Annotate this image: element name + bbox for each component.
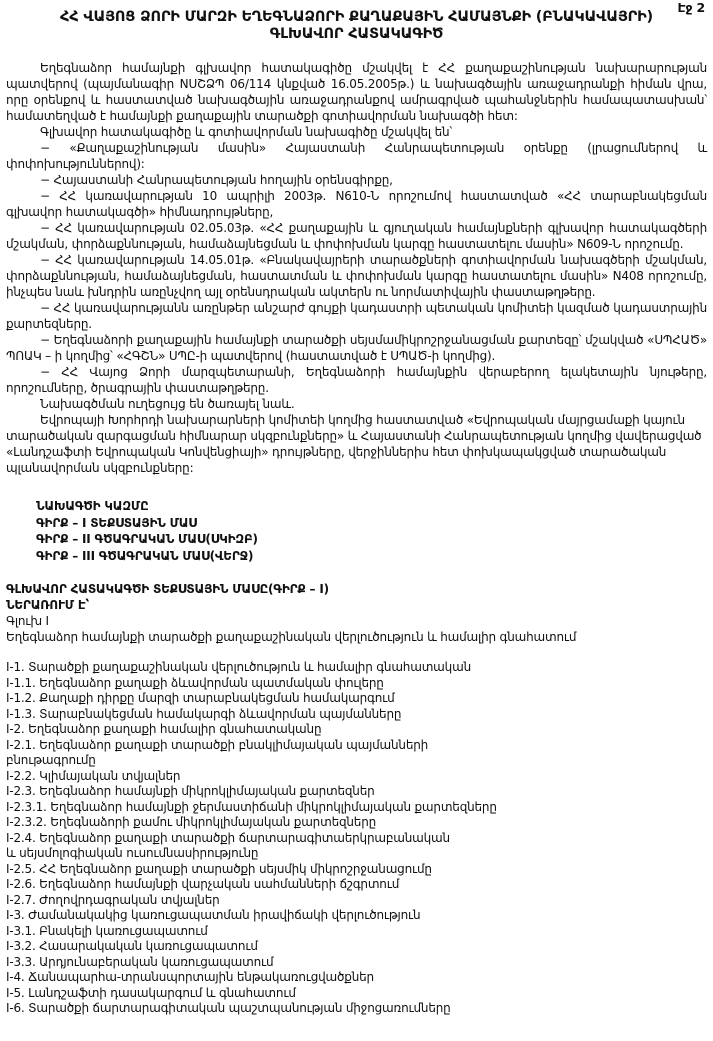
source-bullet: − ՀՀ Վայոց Ձորի մարզպետարանի, Եղեգնաձորի համայնքին վերաբերող ելակետային նյութերը, որոշումները, ծրագրային փաստաթղթերը. <box>6 365 707 395</box>
source-bullet: − Եղեգնաձորի քաղաքային համայնքի տարածքի սեյսմամիկրոշրջանացման քարտեզը՝ մշակված «ՍՊՀԱԾ» ՊՈԱԿ – ի կողմից՝ «ՀԳՇՆ» ՍՊԸ-ի պատվերով (հաստատված է ՍՊԱԾ-ի կողմից). <box>6 333 707 363</box>
source-bullet: − «Քաղաքաշինության մասին» Հայաստանի Հանրապետության օրենքը (լրացումներով և փոփոխություններով): <box>6 141 707 171</box>
document-title-line1: ՀՀ ՎԱՅՈՑ ՁՈՐԻ ՄԱՐԶԻ ԵՂԵԳՆԱՁՈՐԻ ՔԱՂԱՔԱՅԻՆ ՀԱՄԱՅՆՔԻ (ԲՆԱԿԱՎԱՅՐԻ) <box>60 9 653 25</box>
composition-book: ԳԻՐՔ – I ՏԵՔՍՏԱՅԻՆ ՄԱՍ <box>36 515 197 530</box>
toc-line: I-2. Եղեգնաձոր քաղաքի համալիր գնահատականը <box>6 722 322 736</box>
toc-line: I-3.1. Բնակելի կառուցապատում <box>6 923 208 938</box>
toc-line: I-2.6. Եղեգնաձոր համայնքի վարչական սահմանների ճշգրտում <box>6 877 400 891</box>
toc-line: I-2.4. Եղեգնաձոր քաղաքի տարածքի ճարտարագիտաերկրաբանական <box>6 830 450 845</box>
toc-line: I-3.2. Հասարակական կառուցապատում <box>6 939 258 953</box>
source-bullet: − ՀՀ կառավարությանն առընթեր անշարժ գույքի կադաստրի պետական կոմիտեի կազմած կադաստրային քարտեզները. <box>6 301 707 331</box>
source-bullet: − Հայաստանի Հանրապետության հողային օրենսգիրքը, <box>40 173 393 187</box>
composition-book: ԳԻՐՔ – III ԳԾԱԳՐԱԿԱՆ ՄԱՍ(ՎԵՐՋ) <box>36 548 254 563</box>
toc-line: I-5. Լանդշաֆտի դասակարգում և գնահատում <box>6 985 296 1000</box>
toc-line: I-3.3. Արդյունաբերական կառուցապատում <box>6 954 274 969</box>
toc-line: I-2.1. Եղեգնաձոր քաղաքի տարածքի բնակլիմայական պայմանների <box>6 737 429 752</box>
toc-line: I-1.1. Եղեգնաձոր քաղաքի ձևավորման պատմական փուլերը <box>6 675 384 690</box>
toc-line: I-4. Ճանապարհա-տրանսպորտային ենթակառուցվածքներ <box>6 970 374 984</box>
toc-line: I-2.3. Եղեգնաձոր համայնքի միկրոկլիմայական քարտեզներ <box>6 784 375 798</box>
toc-line: և սեյսմոլոգիական ուսումնասիրությունը <box>6 846 259 860</box>
toc-line: I-2.3.2. Եղեգնաձորի քամու միկրոկլիմայական քարտեզները <box>6 815 377 829</box>
toc-line: I-2.2. Կլիմայական տվյալներ <box>6 768 181 783</box>
chapter-title: Եղեգնաձոր համայնքի տարածքի քաղաքաշինական վերլուծություն և համալիր գնահատում <box>6 630 577 644</box>
source-bullet: − ՀՀ կառավարության 02.05.03թ. «ՀՀ քաղաքային և գյուղական համայնքների գլխավոր հատակագծերի մշակման, փորձաքննության, համաձայնեցման և փոփոխման կարգը հաստատելու մասին» N609-Ն որոշումը. <box>6 221 707 251</box>
intro-paragraph: Եղեգնաձոր համայնքի գլխավոր հատակագիծը մշակվել է ՀՀ քաղաքաշինության նախարարության պատվերով (պայմանագիր NՍՇՁՊ 06/114 կնքված 16.05.2005թ.) և նախագծային առաջադրանքի հիման վրա, որը օրենքով և հաստատված նախագծային առաջադրանքով ամրագրված պահանջներին համապատասխան՝ համատեղված է համայնքի քաղաքային տարածքի գոտիավորման նախագծի հետ: <box>6 61 707 123</box>
toc-line: I-6. Տարածքի ճարտարագիտական պաշտպանության միջոցառումները <box>6 1001 451 1015</box>
toc-line: I-2.3.1. Եղեգնաձոր համայնքի ջերմաստիճանի միկրոկլիմայական քարտեզները <box>6 799 497 814</box>
chapter-label: Գլուխ I <box>6 614 49 628</box>
toc-line: I-1.3. Տարաբնակեցման համակարգի ձևավորման պայմանները <box>6 706 402 721</box>
text-part-heading: ԳԼԽԱՎՈՐ ՀԱՏԱԿԱԳԾԻ ՏԵՔՍՏԱՅԻՆ ՄԱՍԸ(ԳԻՐՔ – I) <box>6 582 329 596</box>
guide-lead: Նախագծման ուղեցույց են ծառայել նաև. <box>40 397 295 411</box>
toc-line: I-1. Տարածքի քաղաքաշինական վերլուծություն և համալիր գնահատական <box>6 660 471 674</box>
includes-label: ՆԵՐԱՌՈՒՄ Է՝ <box>6 598 90 612</box>
document-title-line2: ԳԼԽԱՎՈՐ ՀԱՏԱԿԱԳԻԾ <box>269 26 444 42</box>
composition-book: ԳԻՐՔ – II ԳԾԱԳՐԱԿԱՆ ՄԱՍ(ՍԿԻԶԲ) <box>36 532 258 546</box>
toc-line: I-2.7. Ժողովրդագրական տվյալներ <box>6 892 220 907</box>
source-bullet: − ՀՀ կառավարության 10 ապրիլի 2003թ. N610-Ն որոշումով հաստատված «ՀՀ տարաբնակեցման գլխավոր հատակագծի» հիմնադրույթները, <box>6 189 707 219</box>
europe-paragraph: Եվրոպայի Խորհրդի նախարարների կոմիտեի կողմից հաստատված «Եվրոպական մայրցամաքի կայուն տարածական զարգացման հիմնարար սկզբունքները» և Հայաստանի Հանրապետության կողմից վավերացված «Լանդշաֆտի Եվրոպական Կոնվենցիայի» դրույթները, վերջիններիս հետ փոխկապակցված տարածական պլանավորման սկզբունքները: <box>6 413 702 475</box>
table-of-contents <box>6 660 707 1017</box>
project-composition <box>36 498 707 564</box>
toc-line: I-2.5. ՀՀ Եղեգնաձոր քաղաքի տարածքի սեյսմիկ միկրոշրջանացումը <box>6 861 432 876</box>
toc-line: I-1.2. Քաղաքի դիրքը մարզի տարաբնակեցման համակարգում <box>6 691 395 705</box>
composition-heading: ՆԱԽԱԳԾԻ ԿԱԶՄԸ <box>36 499 149 513</box>
toc-line: բնութագրումը <box>6 753 96 767</box>
document-title <box>34 9 679 43</box>
toc-line: I-3. Ժամանակակից կառուցապատման իրավիճակի վերլուծություն <box>6 908 421 922</box>
page-number: Էջ 2 <box>677 0 705 15</box>
intro-lead-in: Գլխավոր հատակագիծը և գոտիավորման նախագիծը մշակվել են՝ <box>40 125 453 139</box>
source-bullet: − ՀՀ կառավարության 14.05.01թ. «Բնակավայրերի տարածքների գոտիավորման նախագծերի մշակման, փորձաքննության, համաձայնեցման, հաստատման և փոփոխման կարգը հաստատելու մասին» N408 որոշումը, ինչպես նաև խնդրին առընչվող այլ օրենսդրական ակտերն ու նորմատիվային փաստաթղթերը. <box>6 253 707 299</box>
